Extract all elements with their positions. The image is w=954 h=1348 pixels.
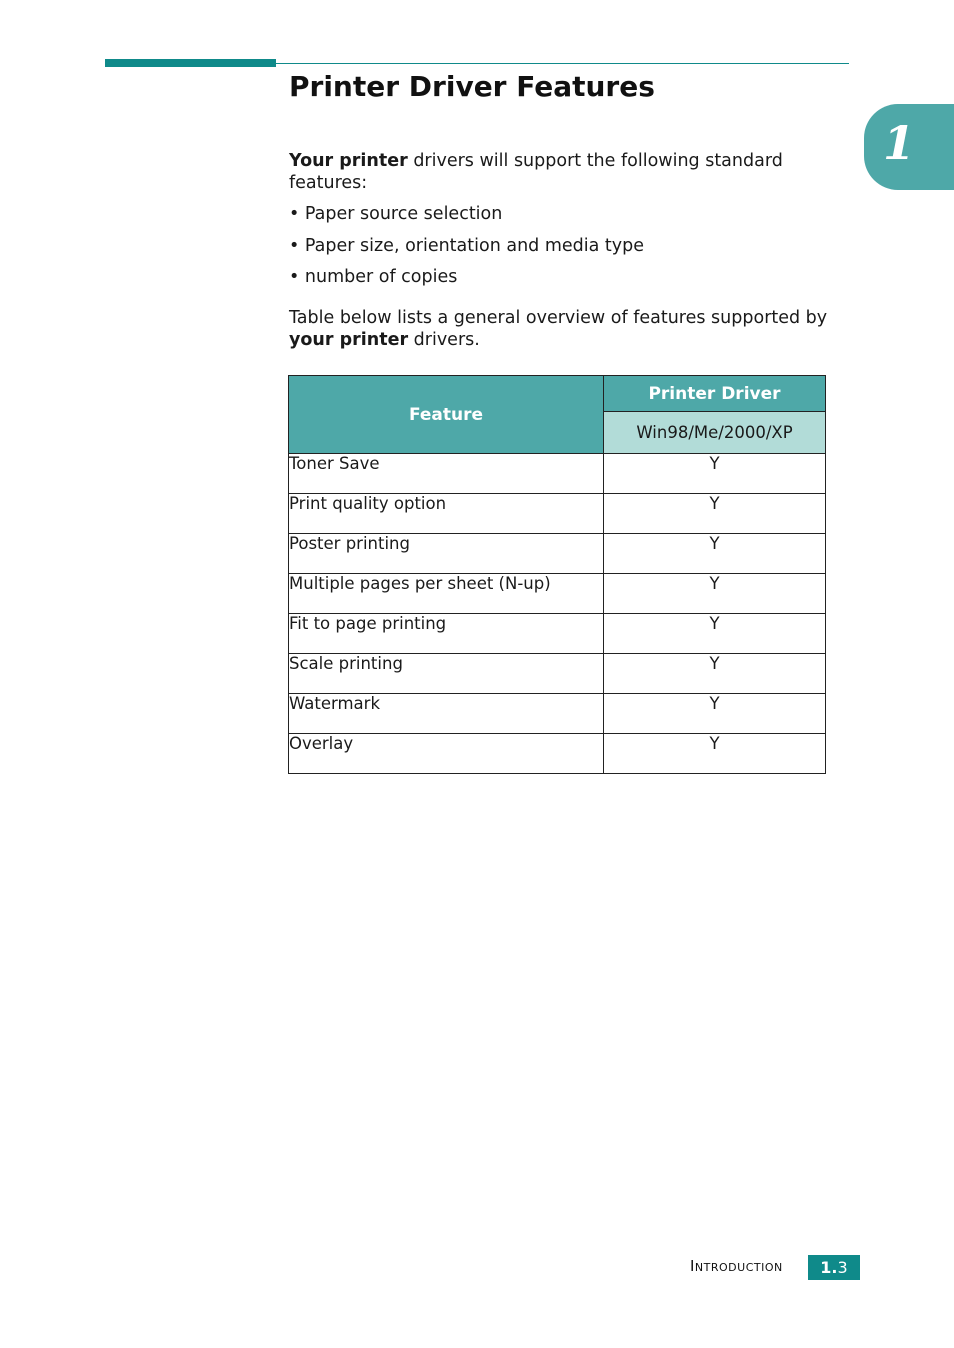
table-intro-bold: your printer: [289, 330, 409, 350]
feature-cell: Print quality option: [289, 494, 604, 534]
feature-cell: Overlay: [289, 734, 604, 774]
page-number: [808, 1255, 860, 1280]
feature-cell: Fit to page printing: [289, 614, 604, 654]
table-intro-text: Table below lists a general overview of features supported by: [289, 308, 828, 328]
table-row: [289, 614, 826, 654]
feature-column-header: Feature: [289, 376, 604, 454]
feature-cell: Multiple pages per sheet (N-up): [289, 574, 604, 614]
bullet-item: • Paper size, orientation and media type: [289, 236, 645, 256]
table-row: [289, 534, 826, 574]
feature-cell: Poster printing: [289, 534, 604, 574]
intro-paragraph: [289, 150, 849, 194]
page-number-minor: 3: [837, 1258, 848, 1277]
intro-text: drivers will support the following standard features:: [289, 151, 783, 193]
support-cell: Y: [604, 734, 826, 774]
bullet-item: • Paper source selection: [289, 204, 503, 224]
table-row: [289, 654, 826, 694]
footer-section-name: Introduction: [690, 1257, 783, 1275]
page-title: Printer Driver Features: [289, 70, 655, 103]
printer-driver-header: Printer Driver: [604, 376, 826, 412]
features-table: [288, 375, 826, 774]
header-rule-thick: [105, 59, 276, 67]
table-row: [289, 694, 826, 734]
page-number-major: 1.: [820, 1258, 838, 1277]
table-row: [289, 734, 826, 774]
support-cell: Y: [604, 694, 826, 734]
header-rule-thin: [276, 63, 849, 64]
bullet-item: • number of copies: [289, 267, 458, 287]
table-intro-tail: drivers.: [408, 330, 480, 350]
intro-bold-lead: Your printer: [289, 151, 408, 171]
support-cell: Y: [604, 614, 826, 654]
table-row: [289, 574, 826, 614]
chapter-tab: [864, 104, 954, 190]
support-cell: Y: [604, 534, 826, 574]
table-row: [289, 494, 826, 534]
feature-cell: Watermark: [289, 694, 604, 734]
table-row: [289, 454, 826, 494]
chapter-number: 1: [882, 116, 915, 170]
support-cell: Y: [604, 454, 826, 494]
os-column-header: Win98/Me/2000/XP: [604, 412, 826, 454]
support-cell: Y: [604, 654, 826, 694]
support-cell: Y: [604, 574, 826, 614]
feature-cell: Toner Save: [289, 454, 604, 494]
support-cell: Y: [604, 494, 826, 534]
table-intro-paragraph: [289, 307, 849, 351]
feature-cell: Scale printing: [289, 654, 604, 694]
